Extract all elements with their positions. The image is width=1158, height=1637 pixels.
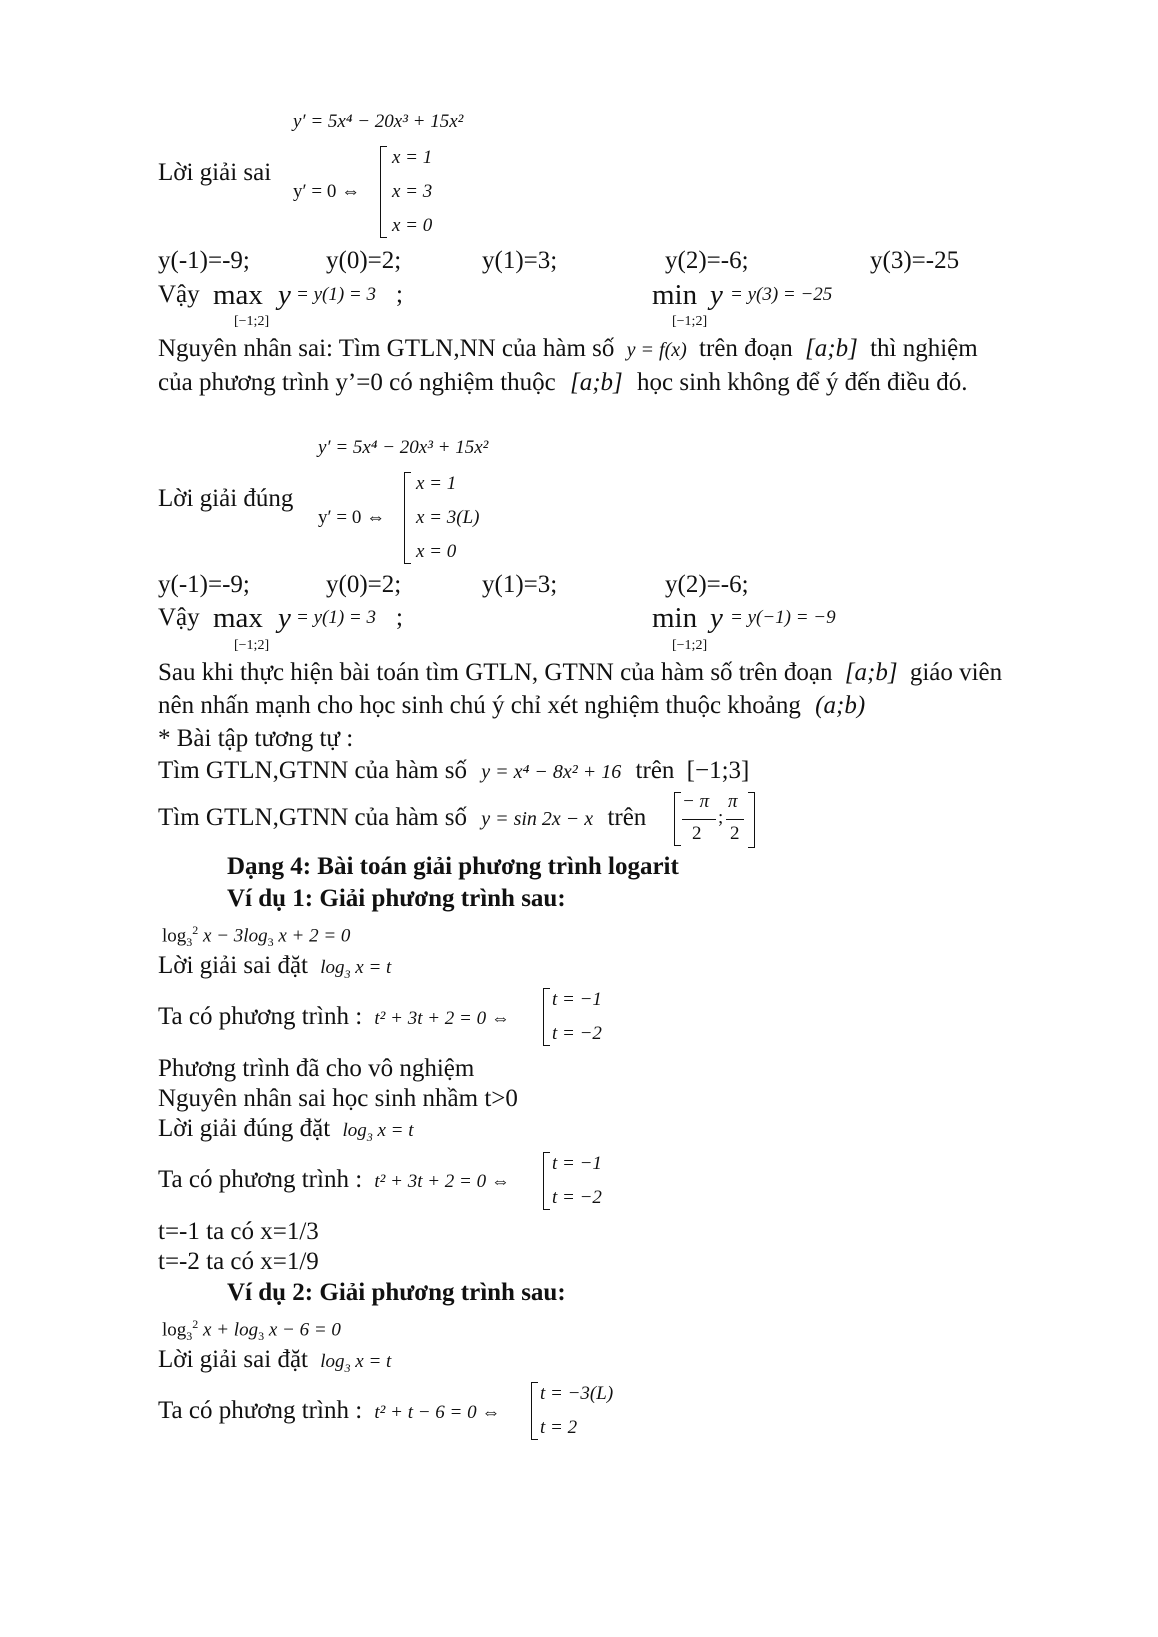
value-item: y(2)=-6; bbox=[665, 247, 749, 274]
max-operator: max bbox=[213, 279, 263, 311]
value-item: y(1)=3; bbox=[482, 571, 558, 598]
value-item: y(0)=2; bbox=[326, 571, 402, 598]
fraction-denominator: 2 bbox=[730, 823, 740, 844]
interval-subscript: [−1;2] bbox=[234, 638, 270, 653]
y-variable: y bbox=[710, 279, 723, 311]
solution-bracket bbox=[380, 146, 381, 238]
solution-bracket bbox=[543, 988, 544, 1046]
fraction-bar bbox=[682, 819, 716, 820]
y-variable: y bbox=[710, 602, 723, 634]
cause-text: Nguyên nhân sai học sinh nhầm t>0 bbox=[158, 1085, 518, 1112]
exercise-2: Tìm GTLN,GTNN của hàm số y = sin 2x − x trên bbox=[158, 804, 647, 831]
root-equation: y′ = 0 ⇔ bbox=[318, 507, 386, 528]
interval-subscript: [−1;2] bbox=[672, 314, 708, 329]
vay-label: Vậy bbox=[158, 281, 200, 308]
root-item: t = −3(L) bbox=[540, 1383, 614, 1404]
wrong-solution-setup: Lời giải sai đặt $\log_3 x = t$ bbox=[158, 952, 392, 981]
solution-bracket bbox=[543, 1152, 544, 1210]
example-2-heading: Ví dụ 2: Giải phương trình sau: bbox=[227, 1279, 566, 1306]
example-2-equation: $\log_3^2 x + \log_3 x - 6 = 0$ bbox=[162, 1317, 341, 1344]
root-item: x = 1 bbox=[392, 147, 433, 168]
interval-bracket-right bbox=[748, 792, 755, 848]
value-item: y(-1)=-9; bbox=[158, 571, 250, 598]
max-result: = y(1) = 3 bbox=[296, 284, 376, 305]
note-text-2: nên nhấn mạnh cho học sinh chú ý chỉ xét nghiệm thuộc khoảng (a;b) bbox=[158, 692, 866, 719]
derivative-eq: y′ = 5x⁴ − 20x³ + 15x² bbox=[293, 111, 464, 132]
quadratic-line: Ta có phương trình : t² + 3t + 2 = 0 ⇔ bbox=[158, 1166, 510, 1193]
root-item: t = 2 bbox=[540, 1417, 578, 1438]
cause-text-2: của phương trình y’=0 có nghiệm thuộc [a;b] học sinh không để ý đến điều đó. bbox=[158, 369, 968, 396]
quadratic-line: Ta có phương trình : t² + 3t + 2 = 0 ⇔ bbox=[158, 1003, 510, 1030]
fraction-bar bbox=[726, 819, 744, 820]
solution-bracket bbox=[531, 1382, 532, 1440]
exercise-1: Tìm GTLN,GTNN của hàm số y = x⁴ − 8x² + 16 trên [−1;3] bbox=[158, 757, 750, 784]
value-item: y(2)=-6; bbox=[665, 571, 749, 598]
right-solution-setup: Lời giải đúng đặt $\log_3 x = t$ bbox=[158, 1115, 414, 1144]
value-item: y(3)=-25 bbox=[870, 247, 960, 274]
min-operator: min bbox=[652, 602, 698, 634]
root-item: t = −1 bbox=[552, 989, 602, 1010]
value-item: y(0)=2; bbox=[326, 247, 402, 274]
vay-label: Vậy bbox=[158, 604, 200, 631]
root-item: t = −2 bbox=[552, 1023, 602, 1044]
interval-bracket-left bbox=[674, 792, 675, 846]
example-1-equation: $\log_3^2 x - 3\log_3$ x + 2 = 0 bbox=[162, 923, 351, 950]
solution-bracket bbox=[404, 472, 405, 564]
derivative-eq: y′ = 5x⁴ − 20x³ + 15x² bbox=[318, 437, 489, 458]
separator: ; bbox=[396, 281, 403, 308]
interval-subscript: [−1;2] bbox=[234, 314, 270, 329]
max-operator: max bbox=[213, 602, 263, 634]
fraction-numerator: π bbox=[728, 791, 738, 812]
wrong-solution-label: Lời giải sai bbox=[158, 159, 272, 186]
root-item: x = 0 bbox=[392, 215, 433, 236]
root-item: x = 0 bbox=[416, 541, 457, 562]
result-line: t=-2 ta có x=1/9 bbox=[158, 1248, 319, 1275]
root-item: t = −2 bbox=[552, 1187, 602, 1208]
y-variable: y bbox=[278, 602, 291, 634]
value-item: y(1)=3; bbox=[482, 247, 558, 274]
conclusion: Phương trình đã cho vô nghiệm bbox=[158, 1055, 475, 1082]
fraction-numerator: − π bbox=[682, 791, 710, 812]
wrong-solution-setup: Lời giải sai đặt $\log_3 x = t$ bbox=[158, 1346, 392, 1375]
root-item: x = 3 bbox=[392, 181, 433, 202]
root-item: t = −1 bbox=[552, 1153, 602, 1174]
root-item: x = 3(L) bbox=[416, 507, 480, 528]
separator: ; bbox=[396, 604, 403, 631]
root-equation: y′ = 0 ⇔ bbox=[293, 181, 361, 202]
result-line: t=-1 ta có x=1/3 bbox=[158, 1218, 319, 1245]
root-item: x = 1 bbox=[416, 473, 457, 494]
y-variable: y bbox=[278, 279, 291, 311]
min-result: = y(3) = −25 bbox=[730, 284, 833, 305]
value-item: y(-1)=-9; bbox=[158, 247, 250, 274]
fraction-denominator: 2 bbox=[692, 823, 702, 844]
interval-subscript: [−1;2] bbox=[672, 638, 708, 653]
quadratic-line: Ta có phương trình : t² + t − 6 = 0 ⇔ bbox=[158, 1397, 501, 1424]
example-1-heading: Ví dụ 1: Giải phương trình sau: bbox=[227, 885, 566, 912]
min-result: = y(−1) = −9 bbox=[730, 607, 836, 628]
cause-text: Nguyên nhân sai: Tìm GTLN,NN của hàm số y = f(x) trên đoạn [a;b] thì nghiệm bbox=[158, 335, 978, 362]
note-text: Sau khi thực hiện bài toán tìm GTLN, GTNN của hàm số trên đoạn [a;b] giáo viên bbox=[158, 659, 1003, 686]
right-solution-label: Lời giải đúng bbox=[158, 485, 294, 512]
separator: ; bbox=[718, 807, 724, 828]
min-operator: min bbox=[652, 279, 698, 311]
max-result: = y(1) = 3 bbox=[296, 607, 376, 628]
section-heading: Dạng 4: Bài toán giải phương trình logarit bbox=[227, 853, 679, 880]
similar-exercises-heading: * Bài tập tương tự : bbox=[158, 725, 354, 752]
